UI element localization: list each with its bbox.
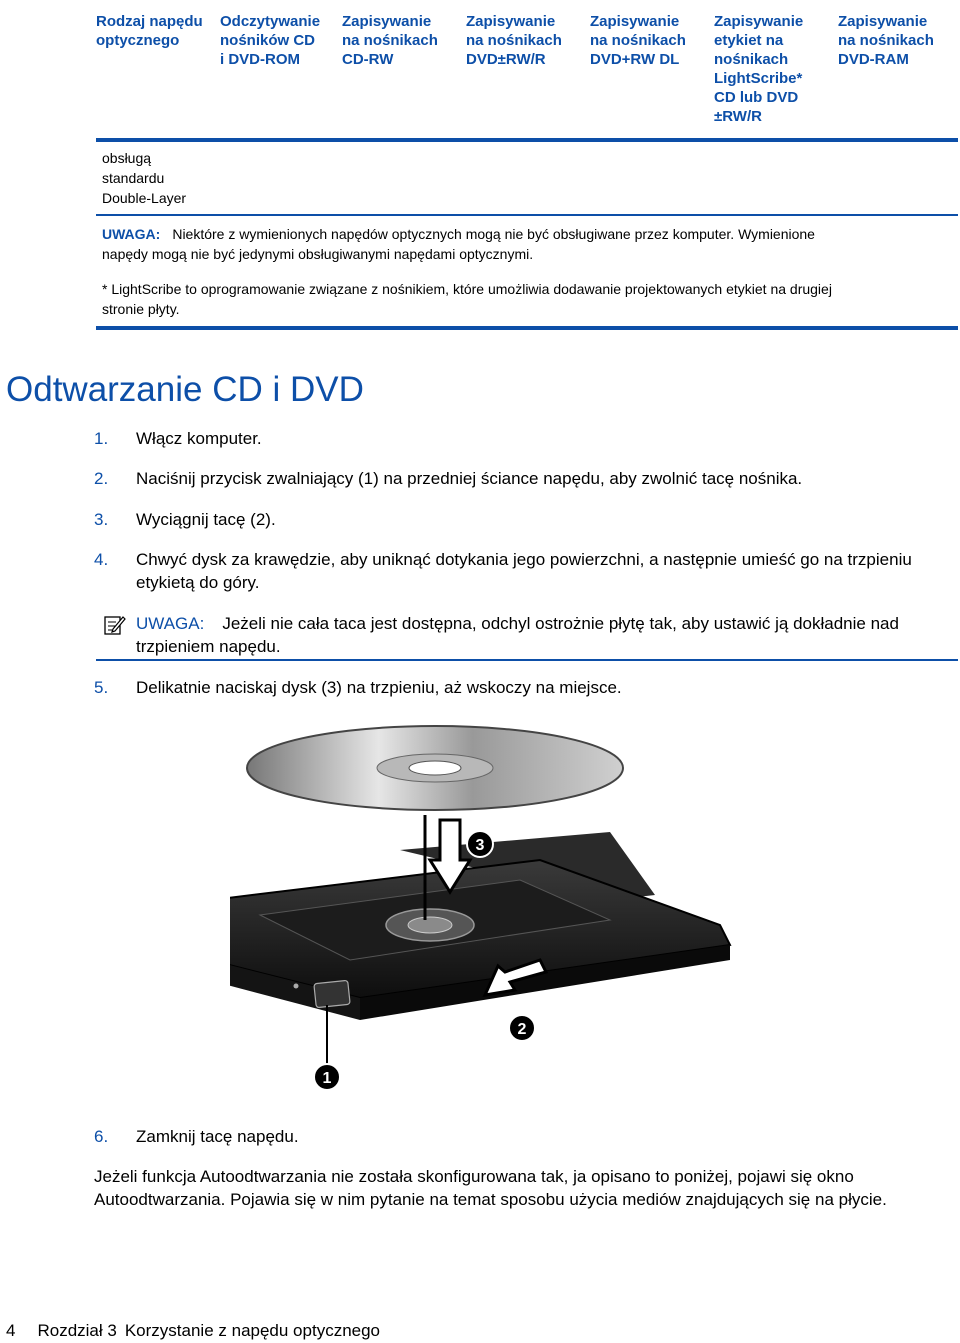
callout-label: 1 [322, 1070, 332, 1087]
table-bottom-rule [96, 326, 958, 330]
step-number: 2. [94, 469, 109, 488]
table-header-cell: Zapisywanie na nośnikach DVD+RW DL [590, 13, 686, 68]
step-3 [94, 508, 946, 531]
table-footnote: * LightScribe to oprogramowanie związane z nośnikiem, które umożliwia dodawanie projektowanych etykiet na drugiej stronie płyty. [102, 281, 832, 317]
optical-drive [230, 832, 730, 1020]
chapter-label: Rozdział 3 [37, 1321, 117, 1340]
table-header-cell: Zapisywanie na nośnikach CD-RW [342, 13, 438, 68]
step-text: Zamknij tacę napędu. [136, 1127, 299, 1146]
table-header-cell: Zapisywanie etykiet na nośnikach LightScribe* CD lub DVD ±RW/R [714, 13, 804, 125]
step-number: 5. [94, 678, 109, 697]
table-header-cell: Rodzaj napędu optycznego [96, 13, 203, 49]
autoplay-paragraph: Jeżeli funkcja Autoodtwarzania nie została skonfigurowana tak, ja opisano to poniżej, pojawi się okno Autoodtwarzania. Pojawia się w nim pytanie na temat sposobu użycia mediów znajdujących się na płycie. [94, 1167, 887, 1209]
tray-note [98, 612, 960, 658]
step-text: Chwyć dysk za krawędzie, aby uniknąć dotykania jego powierzchni, a następnie umieść go na trzpieniu etykietą do góry. [136, 550, 912, 592]
step-1 [94, 427, 946, 450]
note-rule [96, 659, 958, 661]
table-note [102, 224, 842, 264]
release-button [314, 980, 350, 1007]
note-text: Jeżeli nie cała taca jest dostępna, odchyl ostrożnie płytę tak, aby ustawić ją dokładnie nad trzpieniem napędu. [136, 614, 899, 656]
table-cell: obsługą standardu Double-Layer [102, 150, 187, 206]
callout-3 [467, 831, 493, 857]
note-label: UWAGA: [136, 614, 205, 633]
step-text: Wyciągnij tacę (2). [136, 510, 276, 529]
table-header-cell: Zapisywanie na nośnikach DVD±RW/R [466, 13, 562, 68]
drive-illustration [230, 720, 750, 1100]
callout-1 [314, 1064, 340, 1090]
table-header-row [96, 12, 958, 138]
page-number: 4 [6, 1321, 16, 1340]
table-row-rule [96, 214, 958, 216]
callout-2 [509, 1015, 535, 1041]
step-2 [94, 467, 946, 490]
step-number: 1. [94, 429, 109, 448]
page-footer [6, 1320, 402, 1342]
step-text: Delikatnie naciskaj dysk (3) na trzpieniu, aż wskoczy na miejsce. [136, 678, 622, 697]
table-header-cell: Odczytywanie nośników CD i DVD-ROM [220, 13, 321, 68]
chapter-title: Korzystanie z napędu optycznego [124, 1321, 381, 1340]
step-text: Włącz komputer. [136, 429, 262, 448]
step-number: 3. [94, 510, 109, 529]
step-4 [94, 548, 946, 594]
drive-table [96, 12, 958, 138]
step-number: 4. [94, 550, 109, 569]
note-text: Niektóre z wymienionych napędów optycznych mogą nie być obsługiwane przez komputer. Wymienione napędy mogą nie być jedynymi obsługiwanymi napędami optycznymi. [102, 226, 815, 262]
table-header-rule [96, 138, 958, 142]
callout-label: 2 [517, 1021, 527, 1038]
note-label: UWAGA: [102, 226, 161, 242]
disc [247, 726, 623, 810]
note-pencil-icon [104, 614, 126, 636]
step-number: 6. [94, 1127, 109, 1146]
step-6 [94, 1125, 946, 1148]
table-header-cell: Zapisywanie na nośnikach DVD-RAM [838, 13, 934, 68]
callout-label: 3 [475, 837, 485, 854]
section-title: Odtwarzanie CD i DVD [6, 370, 364, 409]
step-text: Naciśnij przycisk zwalniający (1) na przedniej ściance napędu, aby zwolnić tacę nośnika. [136, 469, 803, 488]
step-5 [94, 676, 946, 699]
